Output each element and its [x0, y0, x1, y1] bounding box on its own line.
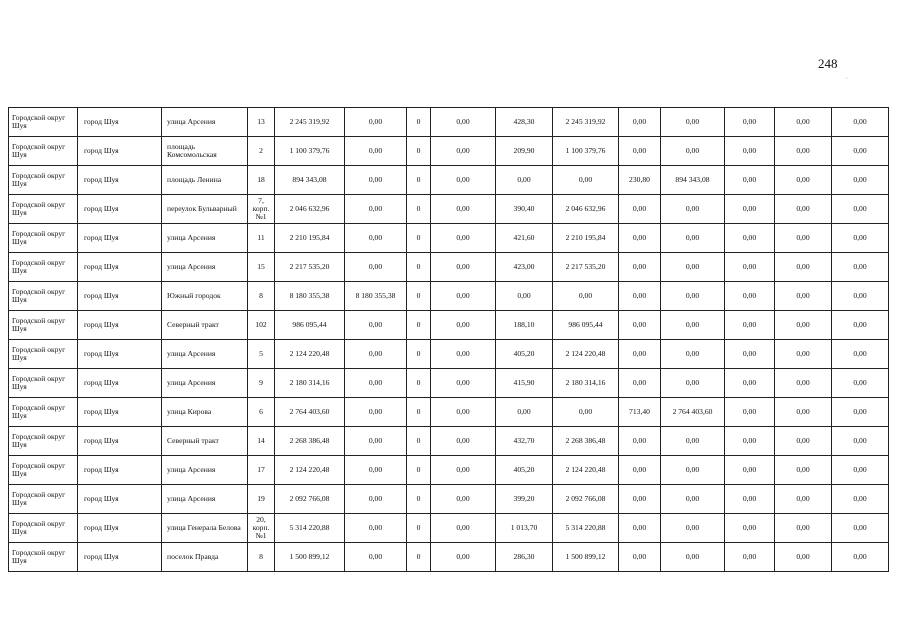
cell-cost-col-15: 0,00 [832, 369, 889, 398]
cell-cost-col-8: 0,00 [431, 398, 496, 427]
cell-house-number: 8 [248, 282, 275, 311]
cell-cost-col-13: 0,00 [725, 195, 775, 224]
cell-cost-col-14: 0,00 [775, 485, 832, 514]
cell-total-cost: 1 100 379,76 [275, 137, 345, 166]
cell-cost-col-7: 0 [407, 108, 431, 137]
cell-area: 390,40 [496, 195, 553, 224]
cell-area: 405,20 [496, 456, 553, 485]
cell-cost-col-7: 0 [407, 282, 431, 311]
cell-cost-col-13: 0,00 [725, 311, 775, 340]
cell-cost-col-12: 0,00 [661, 427, 725, 456]
cell-house-number: 9 [248, 369, 275, 398]
cell-settlement: город Шуя [78, 108, 162, 137]
cell-cost-col-6: 0,00 [345, 340, 407, 369]
cell-cost-col-10: 986 095,44 [553, 311, 619, 340]
cell-cost-col-14: 0,00 [775, 340, 832, 369]
cell-municipality: Городской округ Шуя [9, 427, 78, 456]
cell-cost-col-15: 0,00 [832, 543, 889, 572]
cell-cost-col-10: 2 124 220,48 [553, 456, 619, 485]
cell-cost-col-6: 0,00 [345, 398, 407, 427]
cell-settlement: город Шуя [78, 340, 162, 369]
cell-cost-col-8: 0,00 [431, 166, 496, 195]
cell-cost-col-13: 0,00 [725, 369, 775, 398]
cell-area-col-11: 0,00 [619, 340, 661, 369]
cell-total-cost: 8 180 355,38 [275, 282, 345, 311]
cell-area-col-11: 0,00 [619, 369, 661, 398]
cell-cost-col-12: 0,00 [661, 282, 725, 311]
cell-cost-col-15: 0,00 [832, 340, 889, 369]
cell-total-cost: 2 124 220,48 [275, 456, 345, 485]
table-row [9, 166, 889, 195]
cell-settlement: город Шуя [78, 427, 162, 456]
cell-cost-col-14: 0,00 [775, 224, 832, 253]
cell-area-col-11: 0,00 [619, 137, 661, 166]
cell-house-number: 5 [248, 340, 275, 369]
housing-repair-table [8, 107, 889, 572]
cell-municipality: Городской округ Шуя [9, 195, 78, 224]
cell-cost-col-8: 0,00 [431, 514, 496, 543]
cell-total-cost: 2 268 386,48 [275, 427, 345, 456]
cell-street: улица Арсения [162, 224, 248, 253]
cell-street: улица Арсения [162, 485, 248, 514]
cell-total-cost: 894 343,08 [275, 166, 345, 195]
table-row [9, 456, 889, 485]
cell-cost-col-8: 0,00 [431, 137, 496, 166]
cell-settlement: город Шуя [78, 166, 162, 195]
cell-cost-col-13: 0,00 [725, 108, 775, 137]
cell-street: Северный тракт [162, 311, 248, 340]
cell-cost-col-14: 0,00 [775, 514, 832, 543]
page-number: 248 [818, 56, 838, 71]
cell-cost-col-10: 2 245 319,92 [553, 108, 619, 137]
cell-cost-col-6: 0,00 [345, 311, 407, 340]
cell-house-number: 15 [248, 253, 275, 282]
cell-street: переулок Бульварный [162, 195, 248, 224]
cell-cost-col-8: 0,00 [431, 195, 496, 224]
cell-cost-col-6: 0,00 [345, 108, 407, 137]
cell-cost-col-13: 0,00 [725, 514, 775, 543]
cell-settlement: город Шуя [78, 282, 162, 311]
cell-cost-col-12: 0,00 [661, 369, 725, 398]
cell-area: 0,00 [496, 398, 553, 427]
cell-cost-col-7: 0 [407, 427, 431, 456]
cell-area: 423,00 [496, 253, 553, 282]
cell-cost-col-10: 0,00 [553, 398, 619, 427]
cell-cost-col-14: 0,00 [775, 543, 832, 572]
cell-area: 405,20 [496, 340, 553, 369]
cell-street: площадь Ленина [162, 166, 248, 195]
cell-cost-col-15: 0,00 [832, 282, 889, 311]
cell-settlement: город Шуя [78, 398, 162, 427]
cell-cost-col-8: 0,00 [431, 311, 496, 340]
cell-municipality: Городской округ Шуя [9, 456, 78, 485]
cell-settlement: город Шуя [78, 253, 162, 282]
table-row [9, 195, 889, 224]
cell-cost-col-6: 0,00 [345, 514, 407, 543]
cell-cost-col-15: 0,00 [832, 253, 889, 282]
cell-cost-col-7: 0 [407, 137, 431, 166]
cell-house-number: 18 [248, 166, 275, 195]
cell-cost-col-14: 0,00 [775, 427, 832, 456]
cell-cost-col-10: 2 092 766,08 [553, 485, 619, 514]
cell-municipality: Городской округ Шуя [9, 543, 78, 572]
cell-area-col-11: 0,00 [619, 485, 661, 514]
cell-cost-col-8: 0,00 [431, 108, 496, 137]
cell-area-col-11: 0,00 [619, 514, 661, 543]
cell-settlement: город Шуя [78, 514, 162, 543]
cell-cost-col-15: 0,00 [832, 108, 889, 137]
cell-cost-col-8: 0,00 [431, 340, 496, 369]
cell-settlement: город Шуя [78, 137, 162, 166]
cell-cost-col-7: 0 [407, 398, 431, 427]
cell-cost-col-13: 0,00 [725, 456, 775, 485]
cell-cost-col-14: 0,00 [775, 311, 832, 340]
cell-cost-col-7: 0 [407, 456, 431, 485]
cell-cost-col-10: 5 314 220,88 [553, 514, 619, 543]
cell-cost-col-10: 0,00 [553, 166, 619, 195]
cell-total-cost: 2 245 319,92 [275, 108, 345, 137]
cell-municipality: Городской округ Шуя [9, 108, 78, 137]
cell-cost-col-10: 2 217 535,20 [553, 253, 619, 282]
cell-cost-col-7: 0 [407, 543, 431, 572]
cell-cost-col-8: 0,00 [431, 543, 496, 572]
cell-street: улица Арсения [162, 108, 248, 137]
cell-cost-col-12: 0,00 [661, 311, 725, 340]
cell-total-cost: 2 180 314,16 [275, 369, 345, 398]
cell-cost-col-15: 0,00 [832, 224, 889, 253]
cell-street: площадь Комсомольская [162, 137, 248, 166]
cell-cost-col-10: 2 210 195,84 [553, 224, 619, 253]
cell-cost-col-15: 0,00 [832, 166, 889, 195]
cell-municipality: Городской округ Шуя [9, 485, 78, 514]
cell-cost-col-6: 0,00 [345, 166, 407, 195]
cell-area-col-11: 0,00 [619, 108, 661, 137]
cell-area: 432,70 [496, 427, 553, 456]
cell-area: 399,20 [496, 485, 553, 514]
cell-total-cost: 2 217 535,20 [275, 253, 345, 282]
cell-cost-col-13: 0,00 [725, 224, 775, 253]
cell-house-number: 2 [248, 137, 275, 166]
cell-cost-col-13: 0,00 [725, 253, 775, 282]
cell-house-number: 6 [248, 398, 275, 427]
cell-cost-col-14: 0,00 [775, 369, 832, 398]
cell-cost-col-6: 0,00 [345, 427, 407, 456]
cell-settlement: город Шуя [78, 369, 162, 398]
cell-settlement: город Шуя [78, 485, 162, 514]
table-row [9, 485, 889, 514]
cell-cost-col-8: 0,00 [431, 369, 496, 398]
cell-municipality: Городской округ Шуя [9, 253, 78, 282]
cell-cost-col-12: 0,00 [661, 514, 725, 543]
cell-cost-col-14: 0,00 [775, 108, 832, 137]
cell-cost-col-7: 0 [407, 369, 431, 398]
cell-area: 209,90 [496, 137, 553, 166]
cell-cost-col-7: 0 [407, 166, 431, 195]
cell-cost-col-15: 0,00 [832, 398, 889, 427]
cell-area: 1 013,70 [496, 514, 553, 543]
cell-cost-col-13: 0,00 [725, 485, 775, 514]
cell-cost-col-12: 0,00 [661, 137, 725, 166]
cell-area: 415,90 [496, 369, 553, 398]
table-row [9, 514, 889, 543]
cell-cost-col-6: 0,00 [345, 137, 407, 166]
cell-total-cost: 2 124 220,48 [275, 340, 345, 369]
cell-municipality: Городской округ Шуя [9, 137, 78, 166]
cell-cost-col-6: 0,00 [345, 543, 407, 572]
table-row [9, 137, 889, 166]
cell-cost-col-15: 0,00 [832, 311, 889, 340]
table-row [9, 253, 889, 282]
cell-municipality: Городской округ Шуя [9, 311, 78, 340]
cell-area-col-11: 0,00 [619, 224, 661, 253]
cell-house-number: 20, корп. №1 [248, 514, 275, 543]
cell-total-cost: 2 210 195,84 [275, 224, 345, 253]
cell-cost-col-7: 0 [407, 224, 431, 253]
cell-municipality: Городской округ Шуя [9, 224, 78, 253]
table-row [9, 543, 889, 572]
cell-area-col-11: 713,40 [619, 398, 661, 427]
cell-area: 188,10 [496, 311, 553, 340]
cell-cost-col-15: 0,00 [832, 137, 889, 166]
cell-cost-col-13: 0,00 [725, 427, 775, 456]
cell-area: 421,60 [496, 224, 553, 253]
cell-cost-col-13: 0,00 [725, 340, 775, 369]
cell-area: 0,00 [496, 282, 553, 311]
cell-cost-col-6: 0,00 [345, 253, 407, 282]
cell-area-col-11: 0,00 [619, 456, 661, 485]
cell-total-cost: 1 500 899,12 [275, 543, 345, 572]
table-row [9, 369, 889, 398]
cell-cost-col-14: 0,00 [775, 282, 832, 311]
cell-cost-col-12: 0,00 [661, 543, 725, 572]
cell-cost-col-15: 0,00 [832, 456, 889, 485]
cell-house-number: 7, корп. №1 [248, 195, 275, 224]
cell-street: улица Кирова [162, 398, 248, 427]
cell-house-number: 14 [248, 427, 275, 456]
table-row [9, 282, 889, 311]
cell-area-col-11: 0,00 [619, 253, 661, 282]
cell-house-number: 102 [248, 311, 275, 340]
cell-total-cost: 986 095,44 [275, 311, 345, 340]
cell-total-cost: 5 314 220,88 [275, 514, 345, 543]
cell-total-cost: 2 046 632,96 [275, 195, 345, 224]
cell-area: 286,30 [496, 543, 553, 572]
cell-house-number: 17 [248, 456, 275, 485]
cell-settlement: город Шуя [78, 311, 162, 340]
cell-cost-col-12: 894 343,08 [661, 166, 725, 195]
table-row [9, 398, 889, 427]
cell-area-col-11: 0,00 [619, 195, 661, 224]
cell-cost-col-12: 2 764 403,60 [661, 398, 725, 427]
cell-cost-col-10: 0,00 [553, 282, 619, 311]
cell-street: поселок Правда [162, 543, 248, 572]
cell-municipality: Городской округ Шуя [9, 398, 78, 427]
cell-cost-col-6: 0,00 [345, 456, 407, 485]
cell-house-number: 8 [248, 543, 275, 572]
cell-cost-col-10: 2 124 220,48 [553, 340, 619, 369]
cell-cost-col-12: 0,00 [661, 340, 725, 369]
cell-cost-col-14: 0,00 [775, 456, 832, 485]
cell-cost-col-10: 2 268 386,48 [553, 427, 619, 456]
cell-cost-col-6: 0,00 [345, 195, 407, 224]
cell-street: улица Арсения [162, 456, 248, 485]
cell-cost-col-12: 0,00 [661, 456, 725, 485]
cell-cost-col-8: 0,00 [431, 427, 496, 456]
cell-settlement: город Шуя [78, 224, 162, 253]
cell-cost-col-8: 0,00 [431, 282, 496, 311]
cell-settlement: город Шуя [78, 456, 162, 485]
cell-area-col-11: 0,00 [619, 543, 661, 572]
cell-cost-col-15: 0,00 [832, 514, 889, 543]
table-row [9, 427, 889, 456]
cell-street: улица Арсения [162, 253, 248, 282]
cell-area-col-11: 0,00 [619, 427, 661, 456]
cell-street: Южный городок [162, 282, 248, 311]
cell-municipality: Городской округ Шуя [9, 514, 78, 543]
cell-house-number: 11 [248, 224, 275, 253]
cell-cost-col-14: 0,00 [775, 398, 832, 427]
cell-cost-col-7: 0 [407, 311, 431, 340]
cell-cost-col-12: 0,00 [661, 224, 725, 253]
cell-cost-col-14: 0,00 [775, 195, 832, 224]
cell-cost-col-8: 0,00 [431, 224, 496, 253]
cell-cost-col-15: 0,00 [832, 485, 889, 514]
cell-area-col-11: 0,00 [619, 282, 661, 311]
cell-cost-col-7: 0 [407, 514, 431, 543]
table-row [9, 224, 889, 253]
cell-cost-col-15: 0,00 [832, 195, 889, 224]
cell-cost-col-7: 0 [407, 195, 431, 224]
cell-cost-col-12: 0,00 [661, 108, 725, 137]
cell-house-number: 13 [248, 108, 275, 137]
cell-cost-col-6: 0,00 [345, 224, 407, 253]
cell-cost-col-12: 0,00 [661, 253, 725, 282]
cell-cost-col-7: 0 [407, 340, 431, 369]
cell-municipality: Городской округ Шуя [9, 340, 78, 369]
cell-area: 0,00 [496, 166, 553, 195]
cell-cost-col-12: 0,00 [661, 485, 725, 514]
cell-cost-col-13: 0,00 [725, 543, 775, 572]
cell-cost-col-10: 1 500 899,12 [553, 543, 619, 572]
cell-total-cost: 2 764 403,60 [275, 398, 345, 427]
cell-cost-col-14: 0,00 [775, 137, 832, 166]
cell-municipality: Городской округ Шуя [9, 369, 78, 398]
cell-cost-col-6: 8 180 355,38 [345, 282, 407, 311]
cell-cost-col-13: 0,00 [725, 398, 775, 427]
cell-cost-col-10: 2 180 314,16 [553, 369, 619, 398]
cell-cost-col-13: 0,00 [725, 137, 775, 166]
cell-cost-col-15: 0,00 [832, 427, 889, 456]
cell-cost-col-6: 0,00 [345, 485, 407, 514]
cell-cost-col-10: 1 100 379,76 [553, 137, 619, 166]
cell-settlement: город Шуя [78, 195, 162, 224]
page-mark: · [846, 76, 848, 82]
cell-street: улица Генерала Белова [162, 514, 248, 543]
cell-cost-col-8: 0,00 [431, 456, 496, 485]
table-row [9, 311, 889, 340]
cell-settlement: город Шуя [78, 543, 162, 572]
cell-house-number: 19 [248, 485, 275, 514]
cell-street: улица Арсения [162, 369, 248, 398]
cell-cost-col-14: 0,00 [775, 166, 832, 195]
cell-municipality: Городской округ Шуя [9, 282, 78, 311]
cell-municipality: Городской округ Шуя [9, 166, 78, 195]
table-row [9, 340, 889, 369]
cell-street: улица Арсения [162, 340, 248, 369]
cell-cost-col-14: 0,00 [775, 253, 832, 282]
cell-cost-col-10: 2 046 632,96 [553, 195, 619, 224]
cell-cost-col-6: 0,00 [345, 369, 407, 398]
cell-cost-col-7: 0 [407, 485, 431, 514]
cell-cost-col-12: 0,00 [661, 195, 725, 224]
cell-street: Северный тракт [162, 427, 248, 456]
cell-area: 428,30 [496, 108, 553, 137]
cell-area-col-11: 0,00 [619, 311, 661, 340]
cell-cost-col-13: 0,00 [725, 166, 775, 195]
cell-total-cost: 2 092 766,08 [275, 485, 345, 514]
cell-area-col-11: 230,80 [619, 166, 661, 195]
table-row [9, 108, 889, 137]
cell-cost-col-8: 0,00 [431, 485, 496, 514]
cell-cost-col-13: 0,00 [725, 282, 775, 311]
cell-cost-col-8: 0,00 [431, 253, 496, 282]
cell-cost-col-7: 0 [407, 253, 431, 282]
